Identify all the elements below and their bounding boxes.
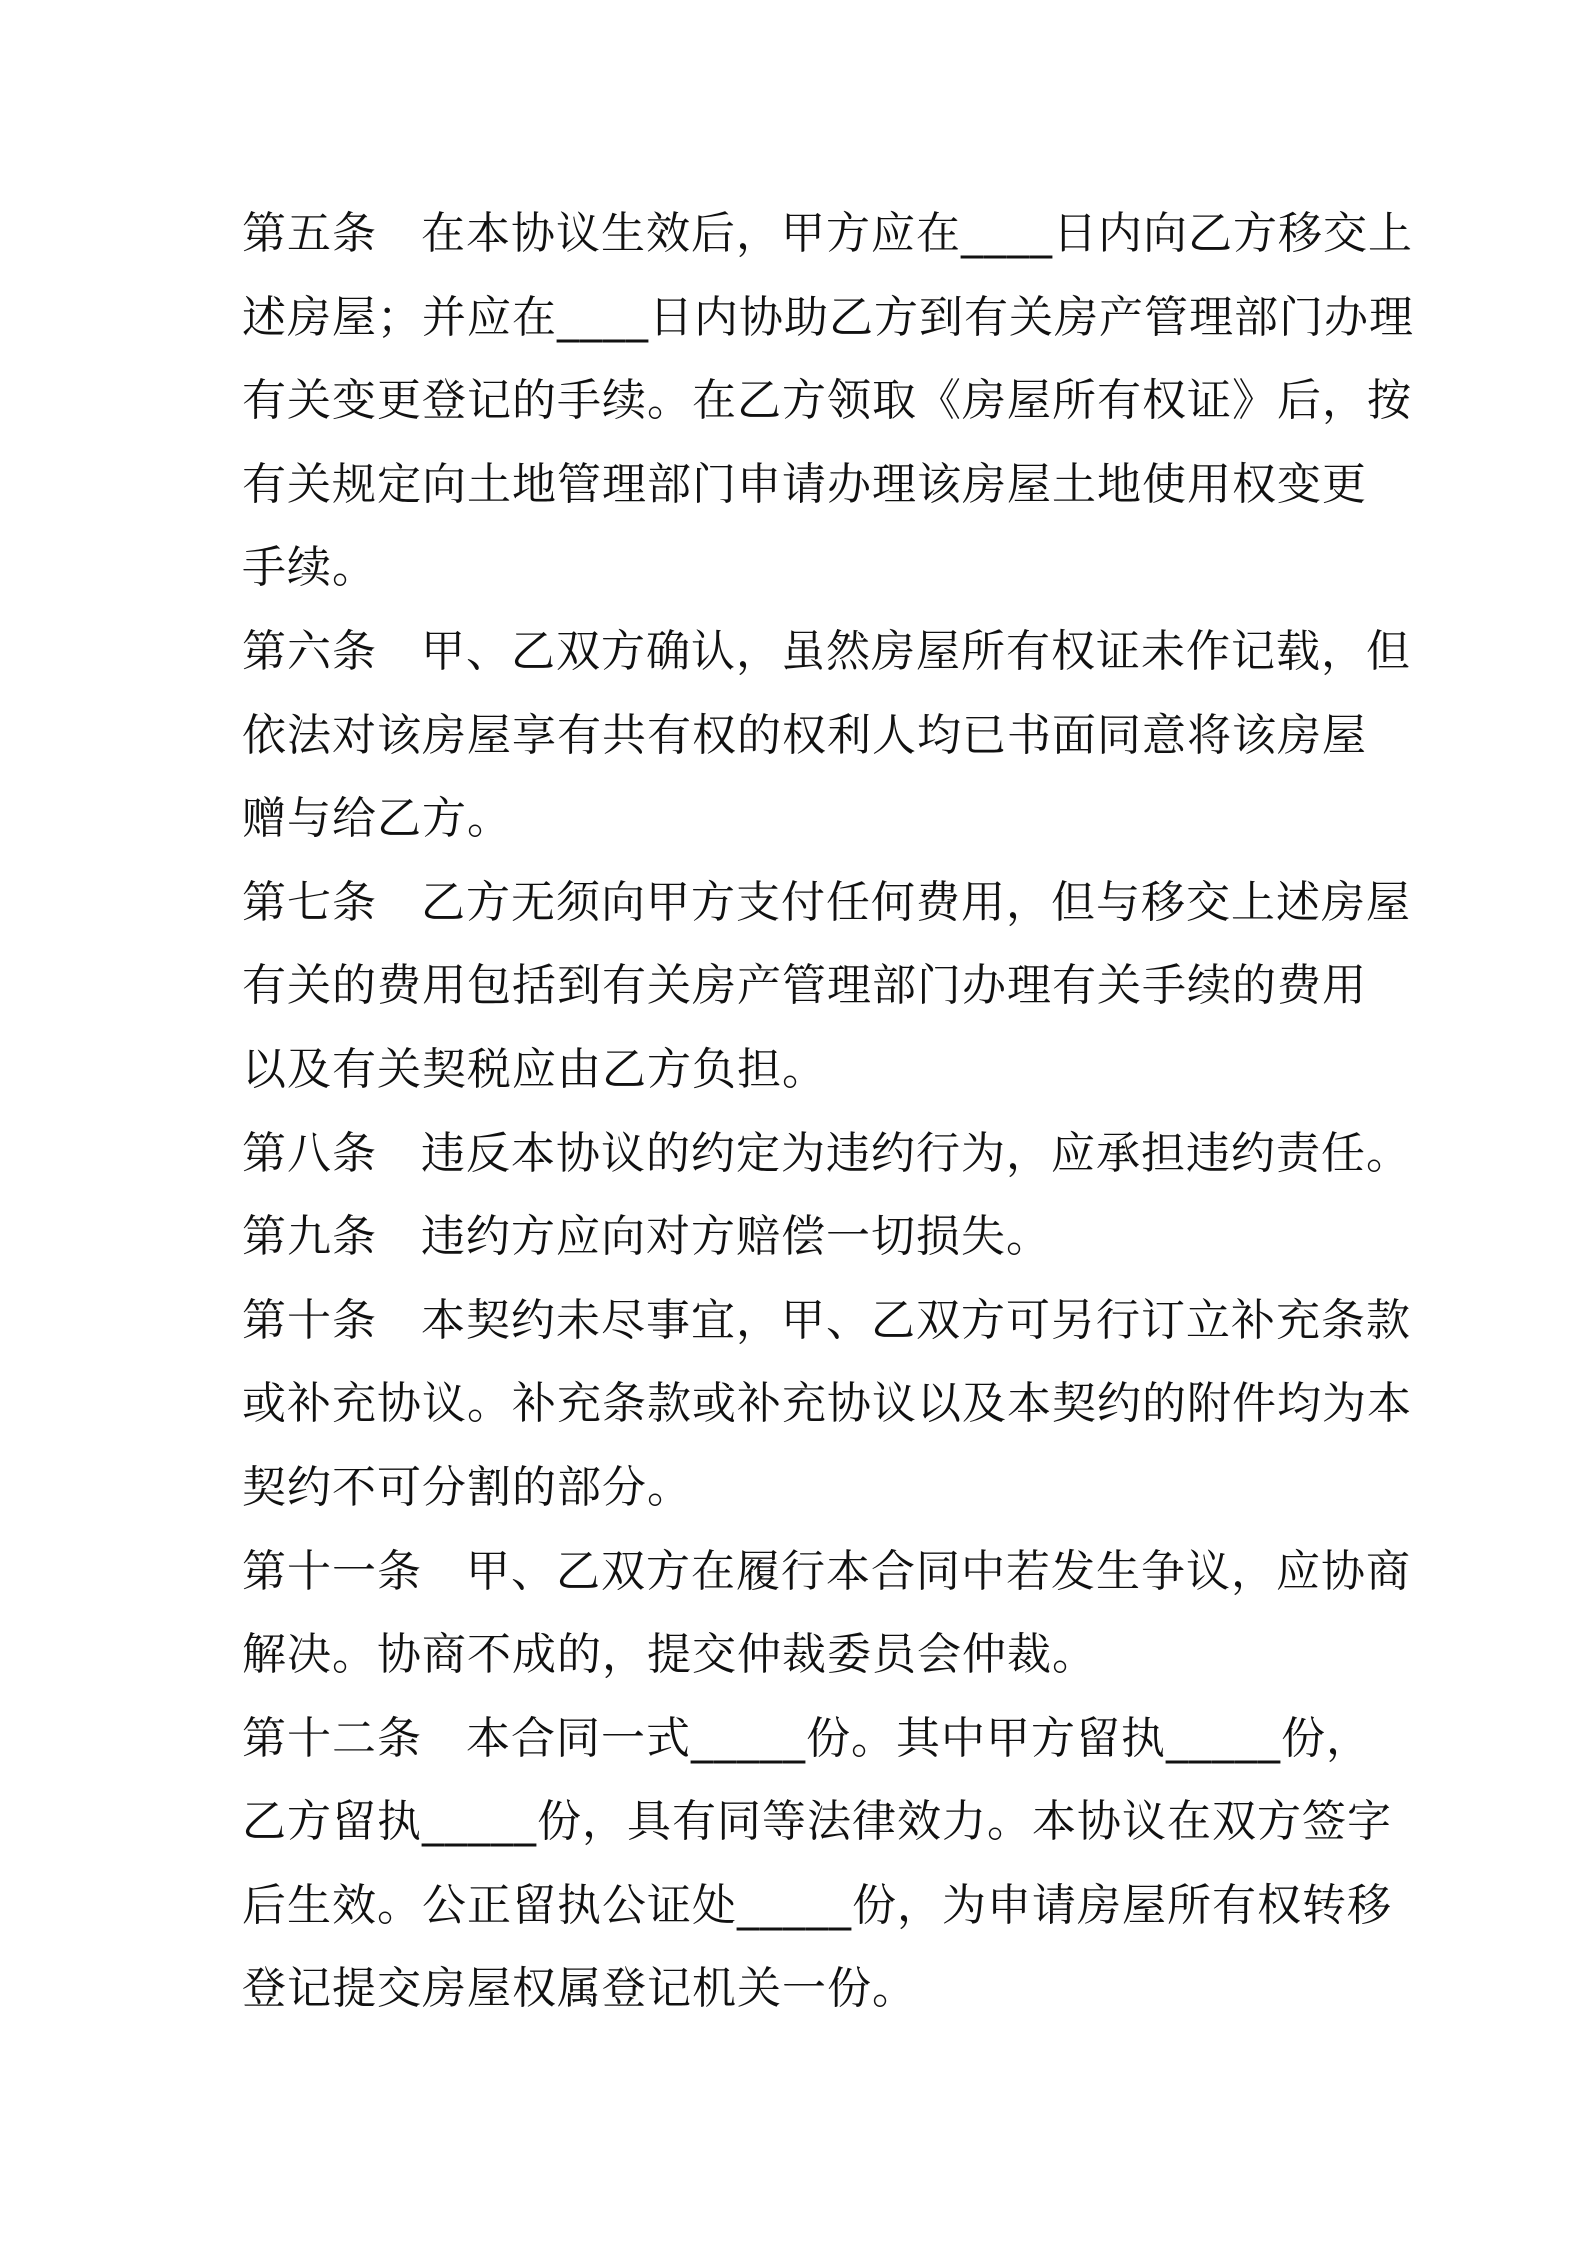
article-8-label: 第八条 [242,1127,377,1179]
document-page [242,192,1414,2031]
article-10-line-1: 第十条 本契约未尽事宜，甲、乙双方可另行订立补充条款 [242,1279,1352,1363]
article-10-line-2: 或补充协议。补充条款或补充协议以及本契约的附件均为本 [242,1378,1412,1430]
article-5-line-2: 述房屋；并应在____日内协助乙方到有关房产管理部门办理 [242,291,1414,343]
article-6-line-2: 依法对该房屋享有共有权的权利人均已书面同意将该房屋 [242,709,1367,761]
article-10-line-3: 契约不可分割的部分。 [242,1461,692,1513]
article-8-line-1: 第八条 违反本协议的约定为违约行为，应承担违约责任。 [242,1112,1352,1196]
article-11-label: 第十一条 [242,1545,422,1597]
article-10-label: 第十条 [242,1294,377,1346]
article-11-line-1: 第十一条 甲、乙双方在履行本合同中若发生争议，应协商 [242,1530,1352,1614]
article-5-line-4: 有关规定向土地管理部门申请办理该房屋土地使用权变更 [242,458,1367,510]
article-12-line-3: 后生效。公正留执公证处_____份，为申请房屋所有权转移 [242,1879,1392,1931]
article-7-label: 第七条 [242,876,377,928]
article-5-line-5: 手续。 [242,542,377,594]
article-7-line-3: 以及有关契税应由乙方负担。 [242,1043,827,1095]
article-6-line-3: 赠与给乙方。 [242,793,512,845]
article-12-label: 第十二条 [242,1712,422,1764]
article-12-line-1: 第十二条 本合同一式_____份。其中甲方留执_____份， [242,1697,1352,1781]
article-9-line-1: 第九条 违约方应向对方赔偿一切损失。 [242,1195,1352,1279]
article-12-line-2: 乙方留执_____份，具有同等法律效力。本协议在双方签字 [242,1796,1392,1848]
article-5-line-3: 有关变更登记的手续。在乙方领取《房屋所有权证》后，按 [242,375,1412,427]
article-6-line-1: 第六条 甲、乙双方确认，虽然房屋所有权证未作记载，但 [242,610,1352,694]
article-12-line-4: 登记提交房屋权属登记机关一份。 [242,1963,917,2015]
article-9-label: 第九条 [242,1211,377,1263]
article-5-label: 第五条 [242,208,377,259]
article-11-line-2: 解决。协商不成的，提交仲裁委员会仲裁。 [242,1629,1097,1681]
article-7-line-2: 有关的费用包括到有关房产管理部门办理有关手续的费用 [242,960,1367,1012]
article-7-line-1: 第七条 乙方无须向甲方支付任何费用，但与移交上述房屋 [242,861,1352,945]
article-5-line-1: 第五条 在本协议生效后，甲方应在____日内向乙方移交上 [242,192,1352,276]
article-6-label: 第六条 [242,625,377,677]
